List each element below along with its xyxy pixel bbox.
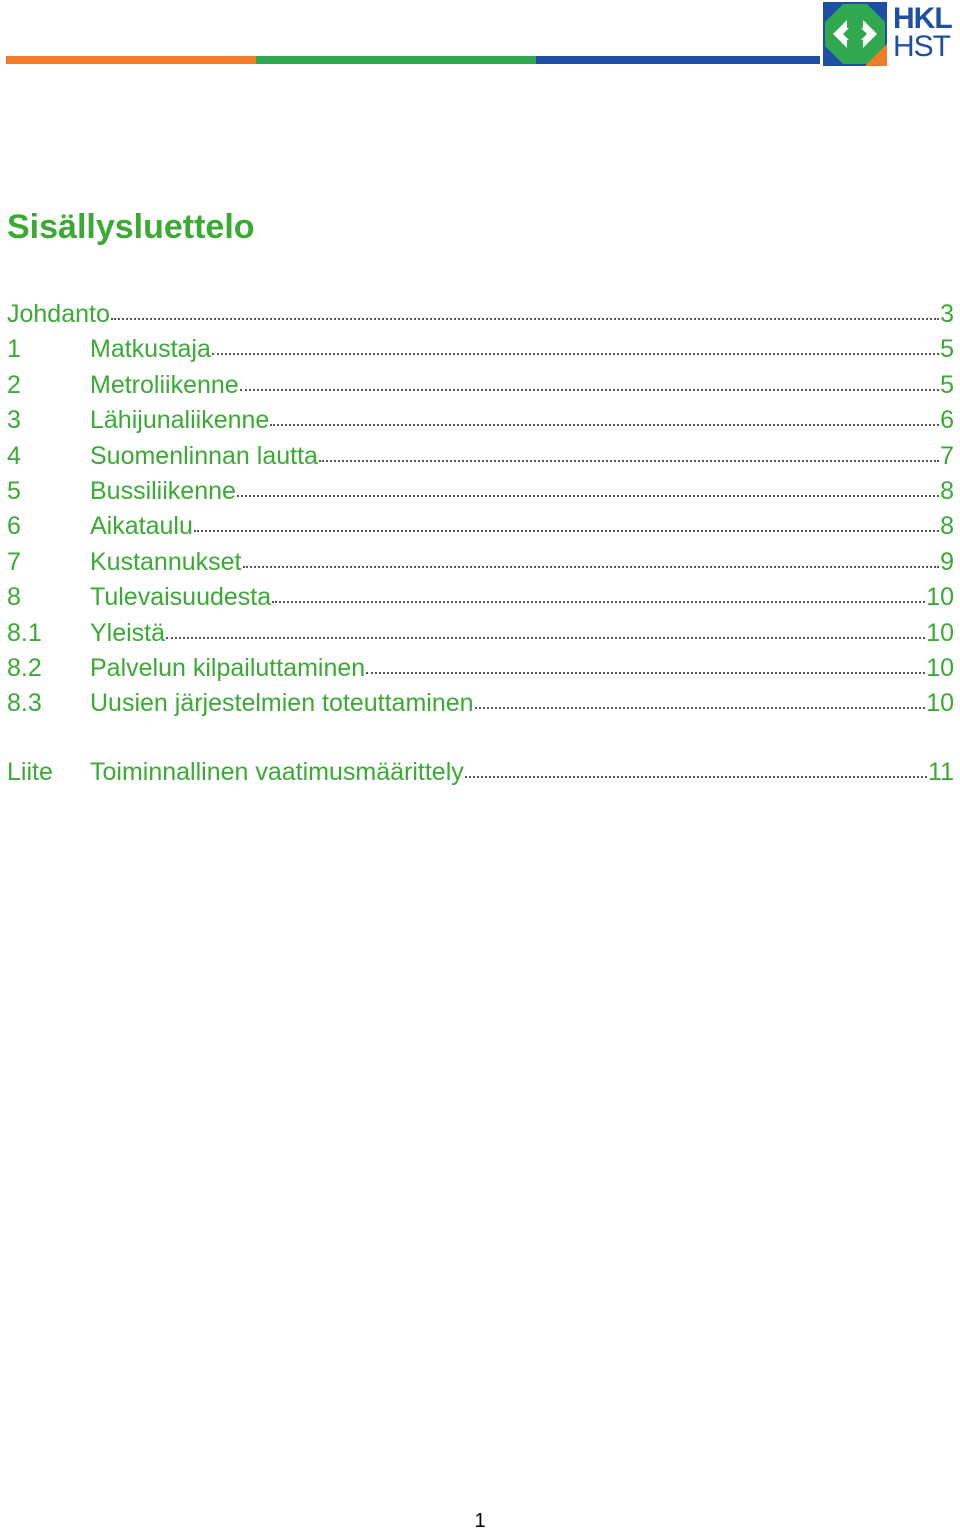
toc-dot-leader — [212, 353, 939, 355]
toc-entry-number: 8 — [7, 583, 21, 612]
toc-dot-leader — [270, 424, 939, 426]
toc-entry-title: Metroliikenne — [90, 370, 239, 399]
toc-entry-title: Toiminnallinen vaatimusmäärittely — [90, 757, 464, 786]
toc-entry-number: 8.2 — [7, 653, 42, 682]
toc-dot-leader — [240, 389, 939, 391]
stripe-green — [256, 56, 536, 64]
toc-dot-leader — [237, 495, 939, 497]
toc-entry-title: Lähijunaliikenne — [90, 406, 270, 435]
toc-entry-title: Palvelun kilpailuttaminen — [90, 653, 366, 682]
toc-entry[interactable] — [7, 297, 954, 332]
toc-entry-number: 2 — [7, 370, 21, 399]
toc-entry-page: 6 — [940, 406, 954, 435]
toc-dot-leader — [272, 601, 925, 603]
toc-entry[interactable] — [7, 686, 954, 721]
toc-entry-number: 7 — [7, 547, 21, 576]
toc-entry-number: 5 — [7, 476, 21, 505]
toc-entry[interactable] — [7, 403, 954, 438]
toc-entry-number: 4 — [7, 441, 21, 470]
stripe-orange — [6, 56, 256, 64]
toc-entry[interactable] — [7, 545, 954, 580]
toc-entry-page: 11 — [928, 757, 954, 786]
toc-entry-title: Tulevaisuudesta — [90, 583, 272, 612]
toc-entry[interactable] — [7, 755, 954, 790]
toc-entry-number: 3 — [7, 406, 21, 435]
toc-dot-leader — [166, 637, 925, 639]
toc-entry-title: Johdanto — [7, 300, 110, 328]
logo-text-hkl: HKL — [893, 2, 952, 35]
toc-entry-title: Yleistä — [90, 618, 166, 647]
toc-entry-number: 1 — [7, 335, 21, 364]
toc-entry-page: 9 — [940, 547, 954, 576]
toc-dot-leader — [465, 776, 927, 778]
toc-entry-number: 8.1 — [7, 618, 42, 647]
toc-entry[interactable] — [7, 474, 954, 509]
toc-dot-leader — [366, 672, 925, 674]
header-stripe — [6, 56, 820, 64]
toc-entry[interactable] — [7, 368, 954, 403]
toc-entry-title: Suomenlinnan lautta — [90, 441, 318, 470]
toc-dot-leader — [475, 707, 926, 709]
toc-entry-page: 8 — [940, 512, 954, 541]
toc-entry-title: Aikataulu — [90, 512, 193, 541]
toc-entry-page: 10 — [926, 653, 954, 682]
toc-entry-page: 10 — [926, 583, 954, 612]
toc-entry-page: 10 — [926, 618, 954, 647]
toc-entry-title: Kustannukset — [90, 547, 242, 576]
toc-dot-leader — [319, 460, 939, 462]
toc-entry[interactable] — [7, 616, 954, 651]
toc-entry[interactable] — [7, 439, 954, 474]
toc-entry-page: 5 — [940, 335, 954, 364]
toc-dot-leader — [111, 318, 939, 320]
toc-entry[interactable] — [7, 651, 954, 686]
stripe-blue — [536, 56, 820, 64]
toc-dot-leader — [194, 530, 939, 532]
toc-entry-page: 5 — [940, 370, 954, 399]
toc-entry-title: Uusien järjestelmien toteuttaminen — [90, 689, 474, 718]
hkl-hst-logo — [823, 2, 957, 66]
toc-entry-page: 8 — [940, 476, 954, 505]
logo-text-hst: HST — [893, 30, 950, 63]
toc-entry-number: 6 — [7, 512, 21, 541]
page-number: 1 — [474, 1510, 486, 1532]
page-title: Sisällysluettelo — [7, 208, 255, 246]
toc-entry-title: Matkustaja — [90, 335, 211, 364]
toc-entry-page: 7 — [940, 441, 954, 470]
table-of-contents — [7, 297, 954, 790]
toc-entry-number: 8.3 — [7, 689, 42, 718]
toc-entry-number: Liite — [7, 757, 53, 786]
logo-mark-icon — [823, 2, 887, 66]
toc-entry[interactable] — [7, 580, 954, 615]
toc-dot-leader — [243, 566, 940, 568]
toc-entry-page: 10 — [926, 689, 954, 718]
toc-entry[interactable] — [7, 509, 954, 544]
toc-entry[interactable] — [7, 332, 954, 367]
toc-entry-title: Bussiliikenne — [90, 476, 236, 505]
toc-entry-page: 3 — [940, 300, 954, 328]
